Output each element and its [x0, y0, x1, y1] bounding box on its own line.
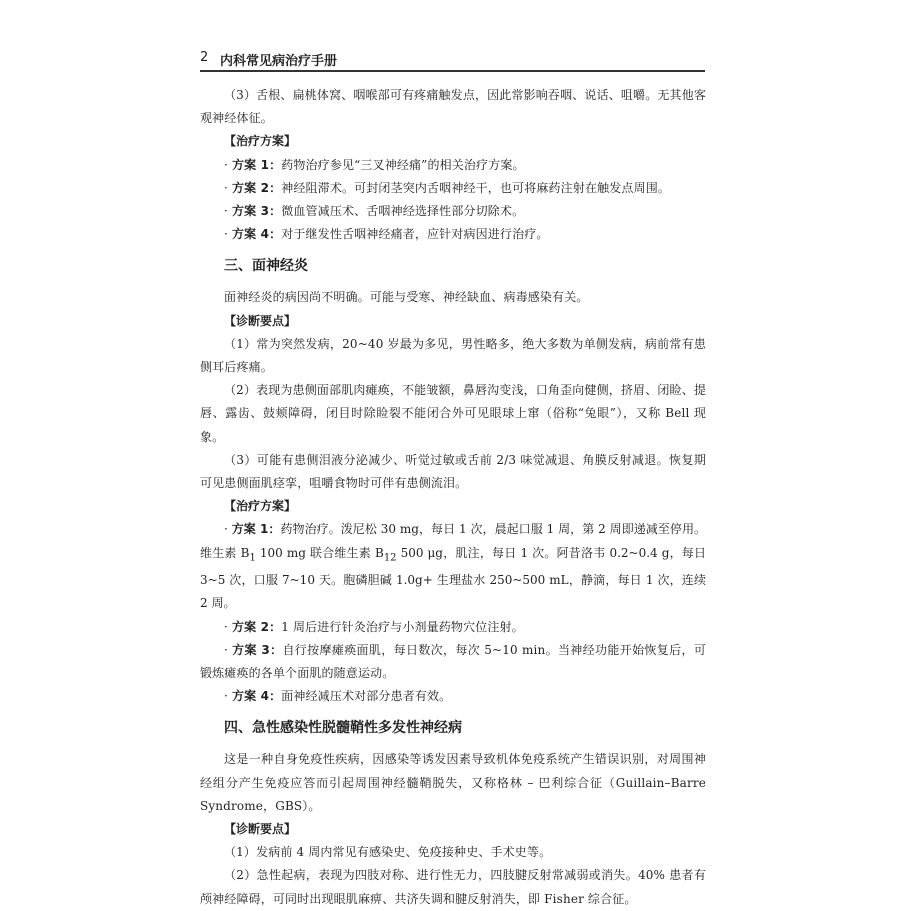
subscript: 12	[383, 552, 397, 564]
plan-label: 方案 1：	[231, 522, 281, 537]
diagnosis-label: 【诊断要点】	[224, 313, 297, 328]
plan-text: 药物治疗。泼尼松 30 mg，每日 1 次，晨起口服 1 周，第 2 周即递减至停用。维生素 B	[200, 522, 706, 560]
plan-text: 1 周后进行针灸治疗与小剂量药物穴位注射。	[281, 619, 524, 634]
diagnosis-point-2: （2）急性起病，表现为四肢对称、进行性无力，四肢腱反射常减弱或消失。40% 患者有颅神经障碍，可同时出现眼肌麻痹、共济失调和腱反射消失，即 Fisher 综合征。	[200, 868, 706, 906]
treatment-label: 【治疗方案】	[224, 134, 297, 149]
plan-label: 方案 4：	[231, 689, 282, 704]
diagnosis-point-1: （1）发病前 4 周内常见有感染史、免疫接种史、手术史等。	[224, 845, 552, 860]
plan-item: · 方案 2：1 周后进行针灸治疗与小剂量药物穴位注射。	[224, 619, 524, 634]
diagnosis-label: 【诊断要点】	[224, 822, 297, 837]
plan-text: 面神经减压术对部分患者有效。	[281, 689, 452, 704]
plan-label: 方案 3：	[232, 642, 283, 657]
plan-label: 方案 4：	[231, 227, 282, 242]
diagnosis-point-1: （1）常为突然发病，20~40 岁最为多见，男性略多，绝大多数为单侧发病，病前常有患侧耳后疼痛。	[200, 336, 706, 375]
plan-text: 药物治疗参见“三叉神经痛”的相关治疗方案。	[281, 157, 525, 172]
plan-text: 对于继发性舌咽神经痛者，应针对病因进行治疗。	[281, 227, 549, 242]
section-heading: 四、急性感染性脱髓鞘性多发性神经病	[224, 720, 462, 737]
plan-label: 方案 2：	[231, 180, 282, 195]
plan-text: 神经阻滞术。可封闭茎突内舌咽神经干，也可将麻药注射在触发点周围。	[281, 180, 671, 195]
plan-item: · 方案 3：自行按摩瘫痪面肌，每日数次，每次 5~10 min。当神经功能开始恢复后，可锻炼瘫痪的各单个面肌的随意运动。	[200, 642, 706, 681]
section-heading: 三、面神经炎	[224, 258, 308, 275]
plan-item: · 方案 4：面神经减压术对部分患者有效。	[224, 689, 452, 704]
symptom-paragraph-3: （3）舌根、扁桃体窝、咽喉部可有疼痛触发点，因此常影响吞咽、说话、咀嚼。无其他客观神经体征。	[200, 88, 706, 126]
page-number: 2	[200, 50, 209, 65]
plan-item: · 方案 1：药物治疗。泼尼松 30 mg，每日 1 次，晨起口服 1 周，第 2 周即递减至停用。维生素 $B_1$ 100 mg 联合维生素 $B_{12}$ 500 μg，肌注，每日 1 次。阿昔洛韦 0.2~0.4 g，每日 3~5 次，口服 7~10 天。胞磷胆碱 1.0g+ 生理盐水 250~500 mL，静滴，每日 1 次，连续 2 周。	[200, 522, 707, 611]
plan-text: 100 mg 联合维生素 B	[255, 545, 384, 560]
plan-item: · 方案 2：神经阻滞术。可封闭茎突内舌咽神经干，也可将麻药注射在触发点周围。	[224, 180, 671, 195]
plan-item: · 方案 3：微血管减压术、舌咽神经选择性部分切除术。	[224, 204, 525, 219]
book-title: 内科常见病治疗手册	[220, 54, 338, 69]
diagnosis-point-2: （2）表现为患侧面部肌肉瘫痪，不能皱额，鼻唇沟变浅，口角歪向健侧，挤眉、闭睑、提唇、露齿、鼓颊障碍，闭目时除睑裂不能闭合外可见眼球上窜（俗称“兔眼”），又称 Bell 现象。	[200, 383, 706, 444]
running-header	[200, 48, 705, 72]
plan-label: 方案 3：	[231, 204, 282, 219]
section-intro: 面神经炎的病因尚不明确。可能与受寒、神经缺血、病毒感染有关。	[224, 290, 589, 305]
plan-item: · 方案 4：对于继发性舌咽神经痛者，应针对病因进行治疗。	[224, 227, 549, 242]
plan-text: 微血管减压术、舌咽神经选择性部分切除术。	[281, 204, 525, 219]
plan-label: 方案 2：	[231, 619, 282, 634]
treatment-label: 【治疗方案】	[224, 499, 297, 514]
plan-text: 500 μg，肌注，每日 1 次。阿昔洛韦 0.2~0.4 g，每日 3~5 次，口服 7~10 天。胞磷胆碱 1.0g+ 生理盐水 250~500 mL，静滴，每日 1 次，连续 2 周。	[200, 545, 707, 611]
diagnosis-point-3: （3）可能有患侧泪液分泌减少、听觉过敏或舌前 2/3 味觉减退、角膜反射减退。恢复期可见患侧面肌痉挛，咀嚼食物时可伴有患侧流泪。	[200, 452, 706, 491]
section-intro: 这是一种自身免疫性疾病，因感染等诱发因素导致机体免疫系统产生错误识别，对周围神经组分产生免疫应答而引起周围神经髓鞘脱失，又称格林 – 巴利综合征（Guillain–Barre Syndrome，GBS）。	[200, 752, 706, 813]
plan-label: 方案 1：	[231, 157, 282, 172]
plan-item: · 方案 1：药物治疗参见“三叉神经痛”的相关治疗方案。	[224, 157, 525, 172]
subscript: 1	[249, 552, 256, 564]
page-body	[200, 84, 706, 911]
plan-text: 自行按摩瘫痪面肌，每日数次，每次 5~10 min。当神经功能开始恢复后，可锻炼瘫痪的各单个面肌的随意运动。	[200, 642, 706, 681]
